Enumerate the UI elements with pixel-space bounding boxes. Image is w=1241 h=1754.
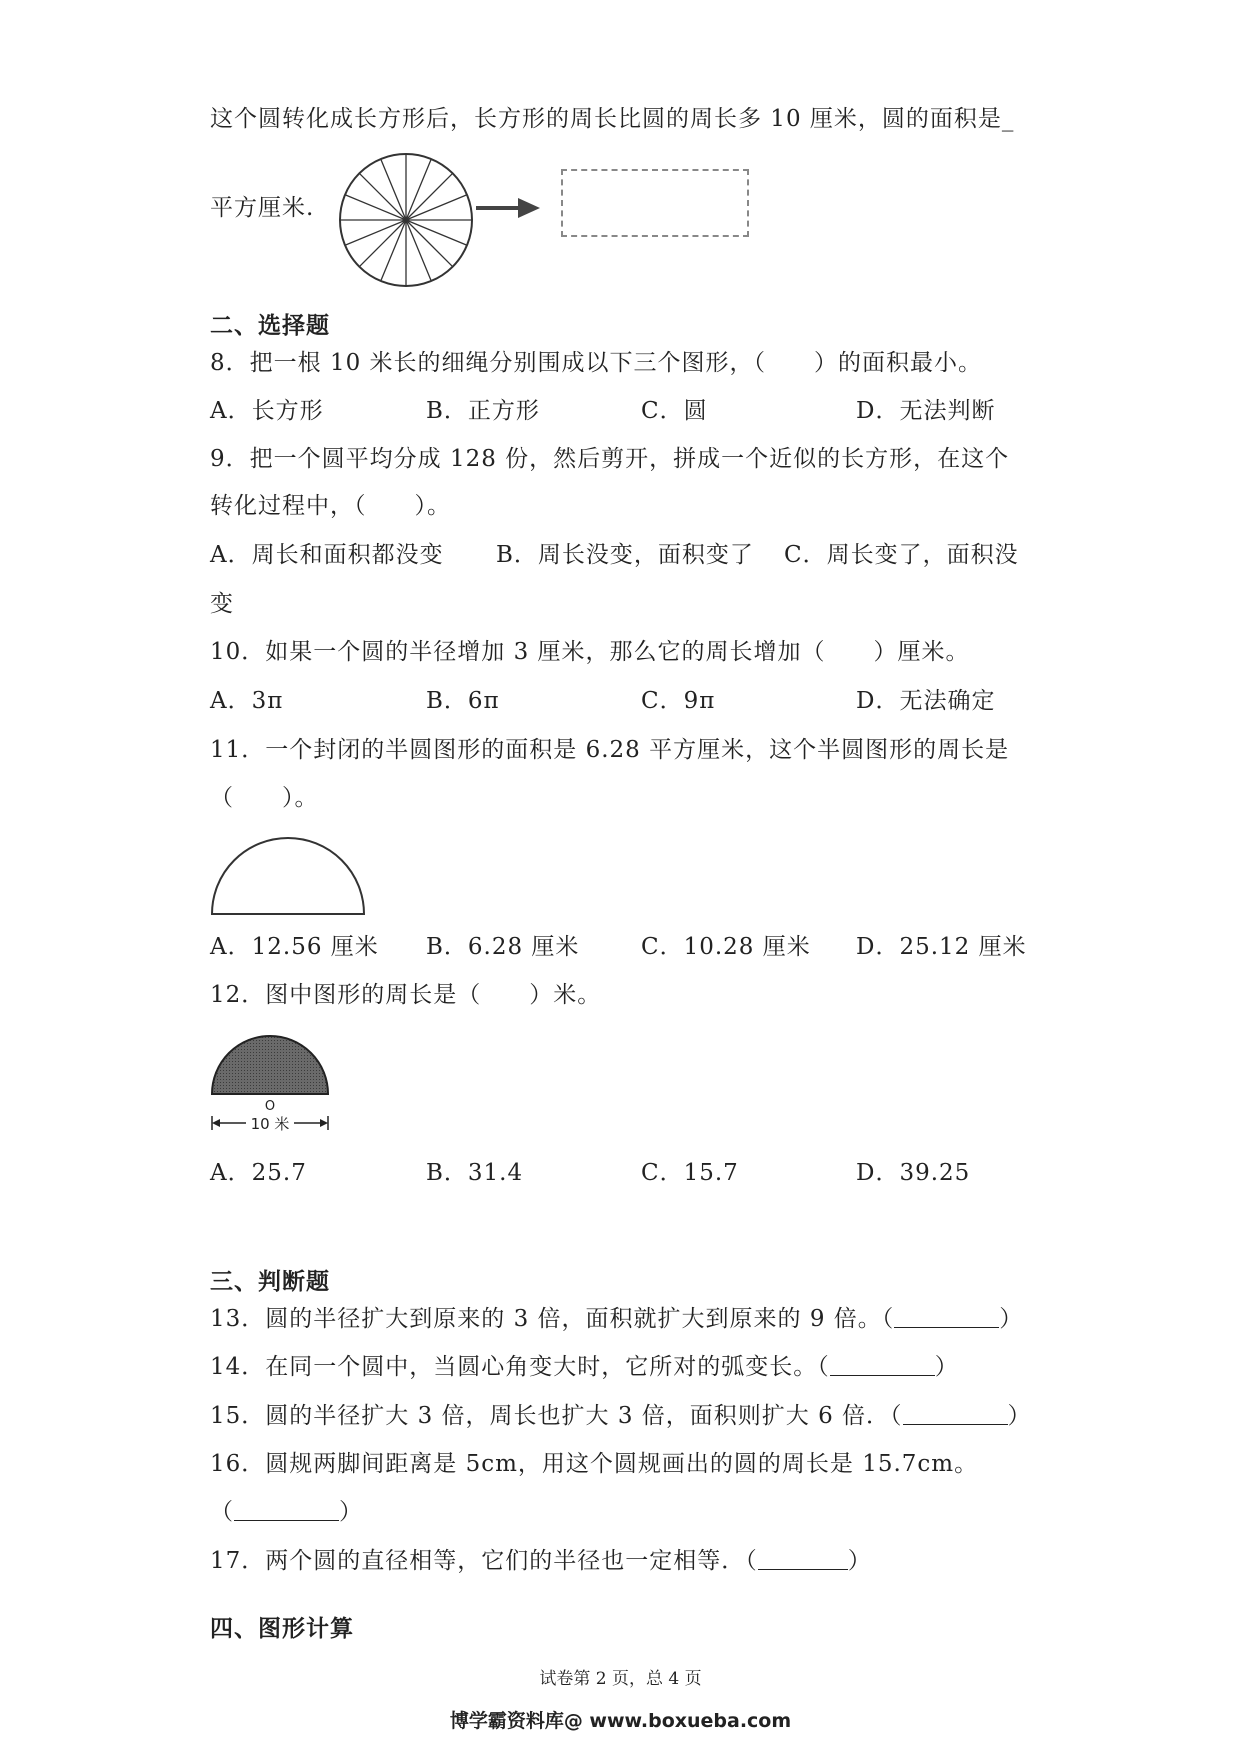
q15 [210,1401,1032,1431]
q13-text: 13．圆的半径扩大到原来的 3 倍，面积就扩大到原来的 9 倍。（ [210,1306,895,1332]
q16-answer [210,1497,363,1527]
section-3-title: 三、判断题 [210,1269,330,1295]
section-2-title: 二、选择题 [210,313,330,339]
q11-option-c: C．10.28 厘米 [641,934,811,960]
q13-answer-blank[interactable] [894,1305,999,1328]
q7-line1: 这个圆转化成长方形后，长方形的周长比圆的周长多 10 厘米，圆的面积是_ [210,106,1015,132]
q8-option-c: C．圆 [641,398,708,424]
q11-option-b: B．6.28 厘米 [426,934,580,960]
q14 [210,1352,959,1382]
q12-stem: 12．图中图形的周长是（ ）米。 [210,982,602,1008]
sector-spoke [406,173,453,220]
q14-close: ） [934,1354,959,1380]
q13-close: ） [999,1306,1024,1332]
q12-option-b: B．31.4 [426,1160,524,1186]
q9-option-a: A．周长和面积都没变 [210,542,444,568]
q8-option-a: A．长方形 [210,398,324,424]
q8-stem: 8．把一根 10 米长的细绳分别围成以下三个图形，（ ）的面积最小。 [210,350,983,376]
q12-option-a: A．25.7 [210,1160,307,1186]
dimension-label: 10 米 [250,1115,290,1133]
q7-line2: 平方厘米. [210,195,315,221]
q17 [210,1546,872,1576]
q9-option-c-cont: 变 [210,591,234,617]
q10-option-c: C．9π [641,688,716,714]
q16-answer-blank[interactable] [234,1498,339,1521]
q16-open: （ [210,1499,234,1525]
q14-text: 14．在同一个圆中，当圆心角变大时，它所对的弧变长。（ [210,1354,830,1380]
shaded-semicircle-figure [208,1034,334,1134]
semicircle-outline-figure [208,834,368,918]
q13 [210,1304,1023,1334]
q11-stem-2: （ ）。 [210,785,319,811]
arrow-right-icon [474,196,544,220]
q11-option-a: A．12.56 厘米 [210,934,379,960]
q16-text: 16．圆规两脚间距离是 5cm，用这个圆规画出的圆的周长是 15.7cm。 [210,1451,979,1477]
q10-stem: 10．如果一个圆的半径增加 3 厘米，那么它的周长增加（ ）厘米。 [210,639,970,665]
q10-option-d: D．无法确定 [856,688,996,714]
sector-circle-figure [336,150,476,290]
q10-option-a: A．3π [210,688,284,714]
sector-spoke [359,173,406,220]
center-label: O [264,1099,276,1114]
q9-option-b: B．周长没变，面积变了 [496,542,754,568]
q12-option-c: C．15.7 [641,1160,739,1186]
q14-answer-blank[interactable] [830,1353,935,1376]
q9-stem-1: 9．把一个圆平均分成 128 份，然后剪开，拼成一个近似的长方形，在这个 [210,446,1010,472]
q16-close: ） [339,1499,363,1525]
q8-option-d: D．无法判断 [856,398,996,424]
dashed-rectangle-figure [561,169,749,237]
q15-close: ） [1007,1403,1032,1429]
q12-option-d: D．39.25 [856,1160,971,1186]
q15-answer-blank[interactable] [903,1402,1008,1425]
q17-close: ） [847,1548,872,1574]
q11-option-d: D．25.12 厘米 [856,934,1027,960]
q15-text: 15．圆的半径扩大 3 倍，周长也扩大 3 倍，面积则扩大 6 倍．（ [210,1403,903,1429]
q9-stem-2: 转化过程中，（ ）。 [210,493,451,519]
q17-answer-blank[interactable] [758,1547,848,1570]
q9-option-c: C．周长变了，面积没 [784,542,1019,568]
q11-stem-1: 11．一个封闭的半圆图形的面积是 6.28 平方厘米，这个半圆图形的周长是 [210,737,1010,763]
sector-spoke [406,220,453,267]
q10-option-b: B．6π [426,688,500,714]
site-watermark: 博学霸资料库@ www.boxueba.com [449,1710,792,1732]
page-footer: 试卷第 2 页，总 4 页 [539,1669,702,1689]
q17-text: 17．两个圆的直径相等，它们的半径也一定相等．（ [210,1548,758,1574]
sector-spoke [359,220,406,267]
q8-option-b: B．正方形 [426,398,540,424]
section-4-title: 四、图形计算 [210,1616,354,1642]
